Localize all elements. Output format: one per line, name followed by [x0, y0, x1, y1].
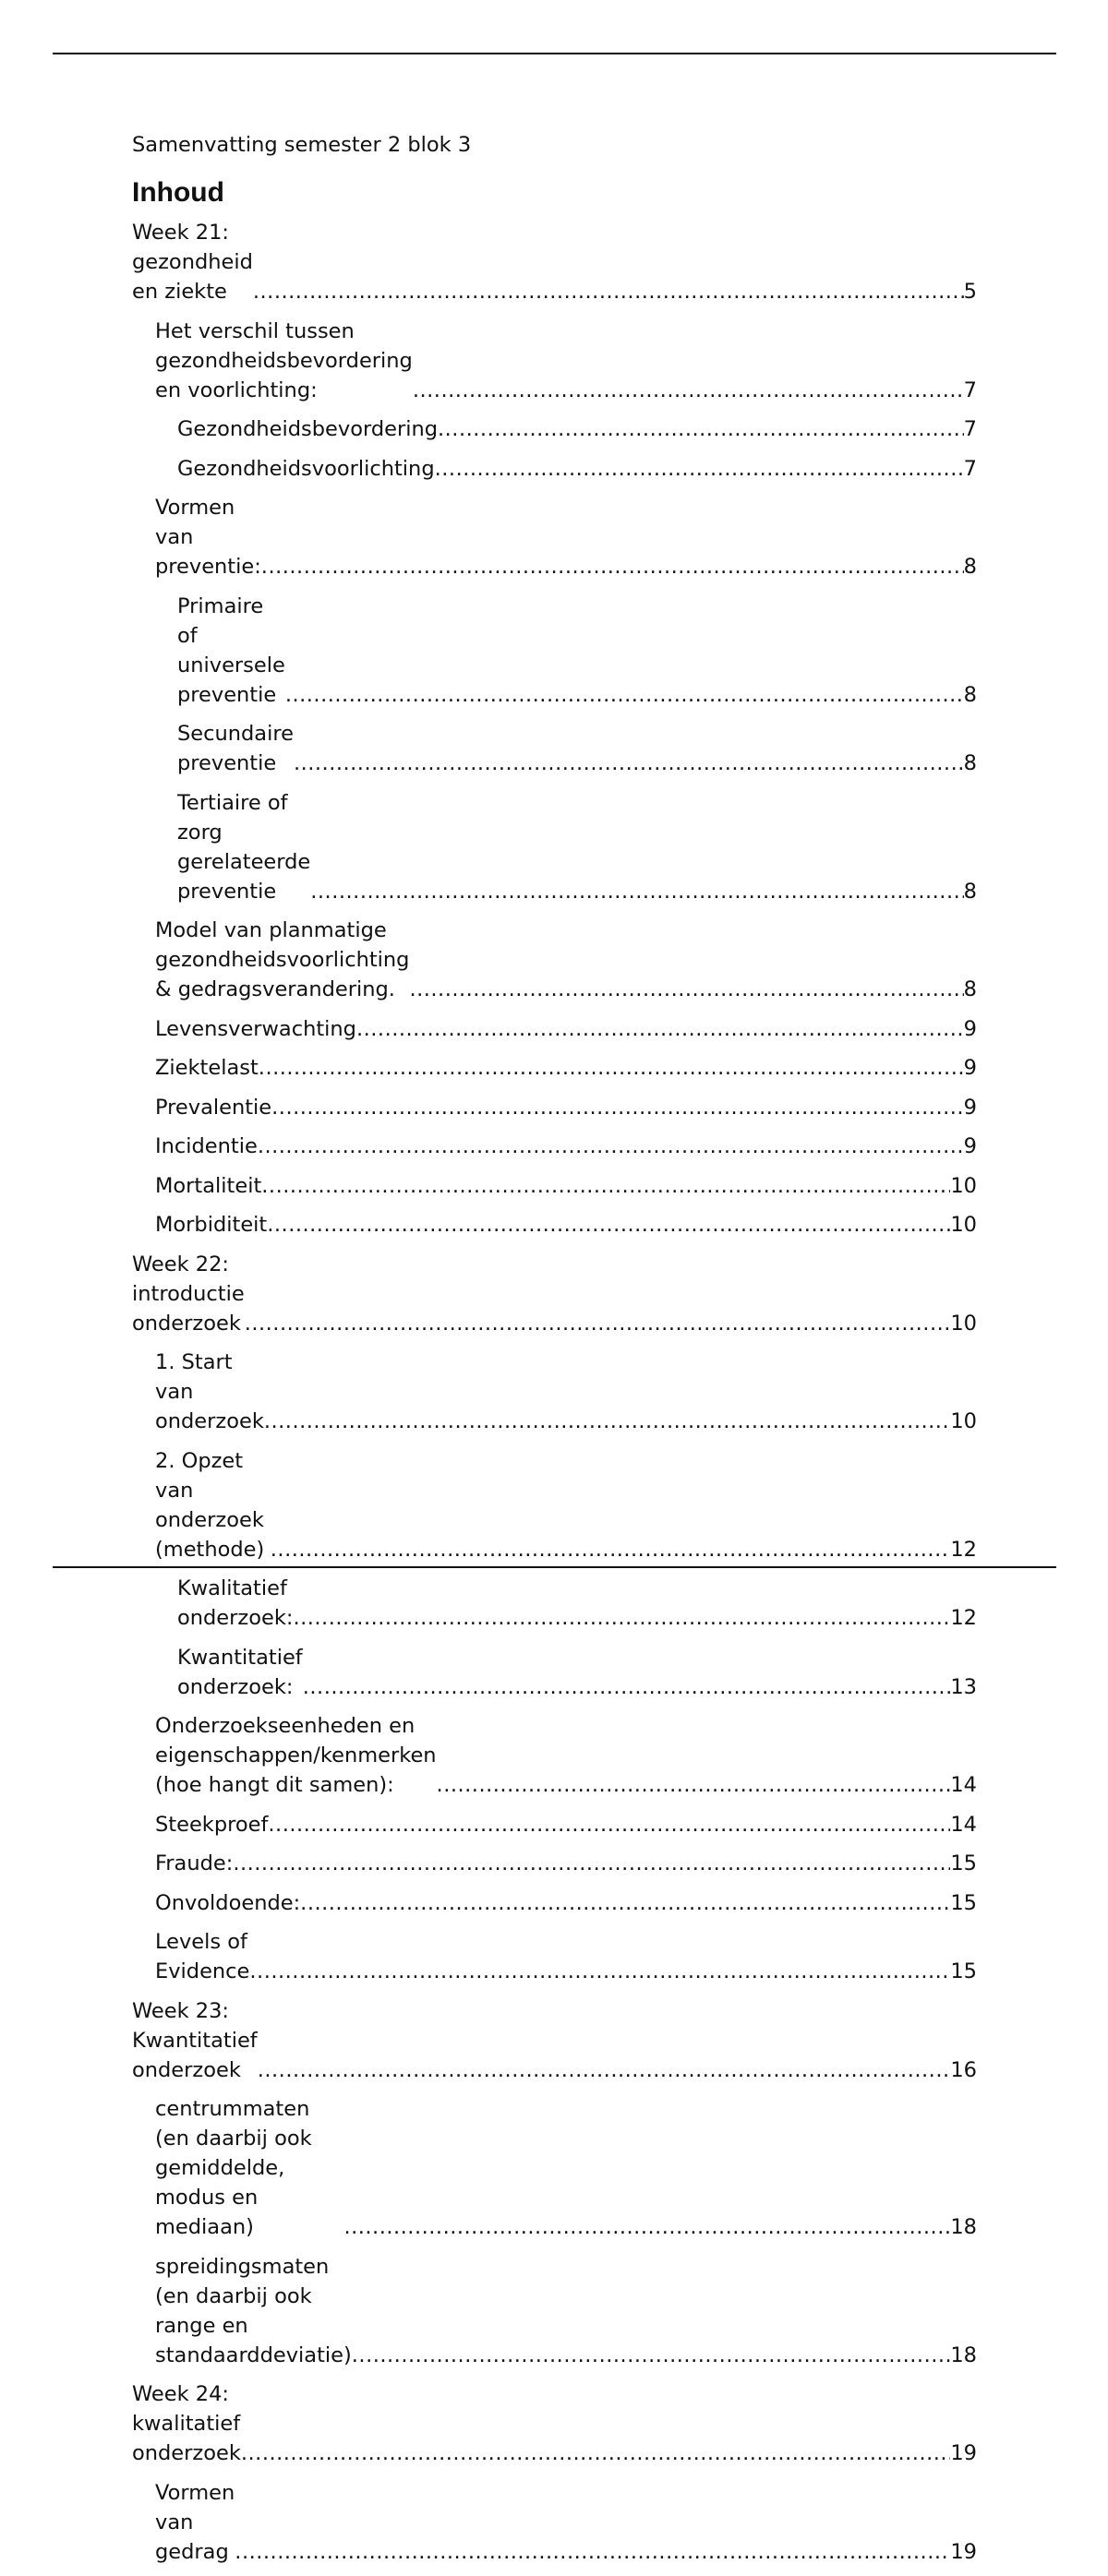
toc-dot-leader — [258, 1132, 964, 1161]
toc-entry-title: Gezondheidsbevordering — [177, 417, 438, 441]
toc-entry-title: Kwantitatief onderzoek: — [177, 1645, 303, 1699]
toc-entry-title: Primaire of universele preventie — [177, 593, 285, 707]
toc-entry-page: 7 — [963, 377, 977, 402]
toc-entry-page: 10 — [950, 1213, 977, 1237]
toc-entry[interactable] — [132, 493, 977, 581]
toc-dot-leader — [437, 1770, 951, 1800]
toc-entry-page: 18 — [950, 2342, 977, 2367]
toc-entry[interactable] — [132, 719, 977, 778]
toc-entry[interactable] — [132, 1574, 977, 1633]
toc-heading: Inhoud — [132, 177, 224, 208]
toc-dot-leader — [294, 749, 964, 778]
toc-entry-page: 8 — [963, 751, 977, 775]
toc-entry-page: 8 — [963, 555, 977, 579]
toc-dot-leader — [271, 1535, 951, 1564]
toc-dot-leader — [268, 1810, 950, 1839]
toc-entry[interactable] — [132, 454, 977, 484]
toc-entry-page: 10 — [950, 1311, 977, 1336]
toc-entry-title: spreidingsmaten (en daarbij ook range en standaarddeviatie) — [155, 2254, 352, 2367]
toc-entry-page: 16 — [950, 2057, 977, 2082]
toc-entry-page: 10 — [950, 1409, 977, 1433]
toc-entry[interactable] — [132, 1643, 977, 1702]
toc-entry[interactable] — [132, 414, 977, 444]
toc-entry-page: 7 — [963, 417, 977, 441]
toc-entry-page: 14 — [950, 1773, 977, 1797]
toc-entry[interactable] — [132, 1171, 977, 1201]
toc-dot-leader — [264, 1407, 951, 1436]
toc-dot-leader — [303, 1672, 951, 1702]
toc-entry-title: Ziektelast — [155, 1056, 259, 1080]
toc-entry-page: 9 — [963, 1095, 977, 1120]
toc-entry-page: 15 — [950, 1890, 977, 1915]
toc-entry-page: 13 — [950, 1674, 977, 1699]
toc-entry-title: Vormen van preventie: — [155, 496, 261, 579]
toc-entry-page: 8 — [963, 879, 977, 904]
toc-entry-page: 12 — [950, 1606, 977, 1630]
toc-dot-leader — [435, 454, 964, 484]
toc-entry-title: Steekproef — [155, 1812, 269, 1837]
footer-rule — [53, 1566, 1056, 1568]
toc-entry[interactable] — [132, 2252, 977, 2370]
toc-entry-page: 9 — [963, 1056, 977, 1080]
toc-entry-title: Week 23: Kwantitatief onderzoek — [132, 1998, 258, 2082]
toc-entry-page: 19 — [950, 2441, 977, 2465]
toc-entry[interactable] — [132, 592, 977, 710]
toc-entry[interactable] — [132, 1810, 977, 1839]
toc-dot-leader — [271, 1093, 964, 1122]
toc-entry[interactable] — [132, 1849, 977, 1878]
toc-dot-leader — [300, 1888, 950, 1918]
toc-entry[interactable] — [132, 1250, 977, 1338]
toc-entry[interactable] — [132, 1888, 977, 1918]
toc-entry-title: Onvoldoende: — [155, 1890, 301, 1915]
toc-dot-leader — [413, 376, 964, 405]
toc-entry-title: Levels of Evidence — [155, 1930, 250, 1983]
toc-dot-leader — [267, 1210, 950, 1240]
toc-entry-title: Model van planmatige gezondheidsvoorlichting & gedragsverandering. — [155, 918, 410, 1001]
toc-entry-title: Prevalentie — [155, 1095, 272, 1120]
toc-dot-leader — [249, 1957, 950, 1986]
toc-entry-title: Incidentie — [155, 1134, 258, 1158]
toc-entry-title: 2. Opzet van onderzoek (methode) — [155, 1448, 265, 1562]
toc-entry-title: Secundaire preventie — [177, 722, 294, 775]
toc-dot-leader — [409, 975, 963, 1004]
toc-entry-title: Morbiditeit — [155, 1213, 268, 1237]
toc-entry[interactable] — [132, 1132, 977, 1161]
toc-entry[interactable] — [132, 1093, 977, 1122]
toc-dot-leader — [235, 2537, 950, 2567]
toc-entry-page: 7 — [963, 456, 977, 481]
toc-entry[interactable] — [132, 1996, 977, 2085]
toc-entry-page: 15 — [950, 1959, 977, 1983]
toc-entry-title: centrummaten (en daarbij ook gemiddelde, modus en mediaan) — [155, 2097, 312, 2239]
toc-entry-page: 8 — [963, 682, 977, 707]
toc-entry[interactable] — [132, 1348, 977, 1436]
toc-entry-title: Tertiaire of zorg gerelateerde preventie — [177, 790, 311, 904]
toc-entry[interactable] — [132, 1711, 977, 1800]
toc-entry-page: 15 — [950, 1851, 977, 1875]
toc-entry-page: 8 — [963, 977, 977, 1001]
toc-dot-leader — [241, 2438, 951, 2468]
toc-entry-title: Week 21: gezondheid en ziekte — [132, 221, 253, 304]
toc-entry-title: Onderzoekseenheden en eigenschappen/kenmerken (hoe hangt dit samen): — [155, 1714, 437, 1797]
toc-entry-page: 14 — [950, 1812, 977, 1837]
toc-entry-title: Kwalitatief onderzoek: — [177, 1576, 294, 1630]
toc-entry-title: 1. Start van onderzoek — [155, 1350, 264, 1433]
toc-entry-title: Levensverwachting — [155, 1016, 356, 1041]
toc-dot-leader — [310, 877, 963, 906]
toc-entry-title: Gezondheidsvoorlichting — [177, 456, 435, 481]
document-body — [132, 129, 977, 2576]
toc-entry-title: Week 22: introductie onderzoek — [132, 1252, 245, 1336]
toc-entry-title: Vormen van gedrag — [155, 2480, 235, 2564]
toc-dot-leader — [356, 1014, 964, 1044]
toc-entry-title: Mortaliteit — [155, 1173, 262, 1198]
toc-dot-leader — [245, 1309, 951, 1338]
toc-entry[interactable] — [132, 788, 977, 906]
toc-entry[interactable] — [132, 218, 977, 306]
toc-dot-leader — [438, 414, 964, 444]
toc-entry[interactable] — [132, 317, 977, 405]
toc-entry[interactable] — [132, 2478, 977, 2567]
toc-dot-leader — [258, 2055, 951, 2085]
toc-entry-title: Week 24: kwalitatief onderzoek — [132, 2382, 241, 2465]
toc-entry[interactable] — [132, 2379, 977, 2468]
toc-entry-page: 9 — [963, 1016, 977, 1041]
toc-dot-leader — [233, 1849, 950, 1878]
toc-entry[interactable] — [132, 1927, 977, 1986]
header-rule — [53, 53, 1056, 54]
toc-dot-leader — [261, 1171, 950, 1201]
toc-dot-leader — [285, 680, 964, 710]
toc-dot-leader — [293, 1603, 950, 1633]
toc-entry-page: 12 — [950, 1537, 977, 1562]
toc-dot-leader — [261, 552, 964, 581]
toc-entry[interactable] — [132, 2094, 977, 2242]
toc-dot-leader — [352, 2341, 951, 2370]
toc-entry[interactable] — [132, 1014, 977, 1044]
toc-dot-leader — [259, 1053, 964, 1083]
toc-entry-title: Fraude: — [155, 1851, 234, 1875]
toc-entry-page: 9 — [963, 1134, 977, 1158]
toc-dot-leader — [253, 277, 964, 306]
toc-entry[interactable] — [132, 916, 977, 1004]
toc-entry-title: Het verschil tussen gezondheidsbevordering en voorlichting: — [155, 318, 413, 402]
toc-dot-leader — [343, 2212, 950, 2242]
toc-entry[interactable] — [132, 1446, 977, 1564]
toc-entry-page: 18 — [950, 2215, 977, 2239]
toc-entry-page: 10 — [950, 1173, 977, 1198]
toc-entry[interactable] — [132, 1210, 977, 1240]
table-of-contents — [132, 218, 977, 2567]
document-title: Samenvatting semester 2 blok 3 — [132, 133, 472, 157]
toc-entry-page: 19 — [950, 2539, 977, 2564]
toc-entry-page: 5 — [963, 280, 977, 304]
toc-entry[interactable] — [132, 1053, 977, 1083]
